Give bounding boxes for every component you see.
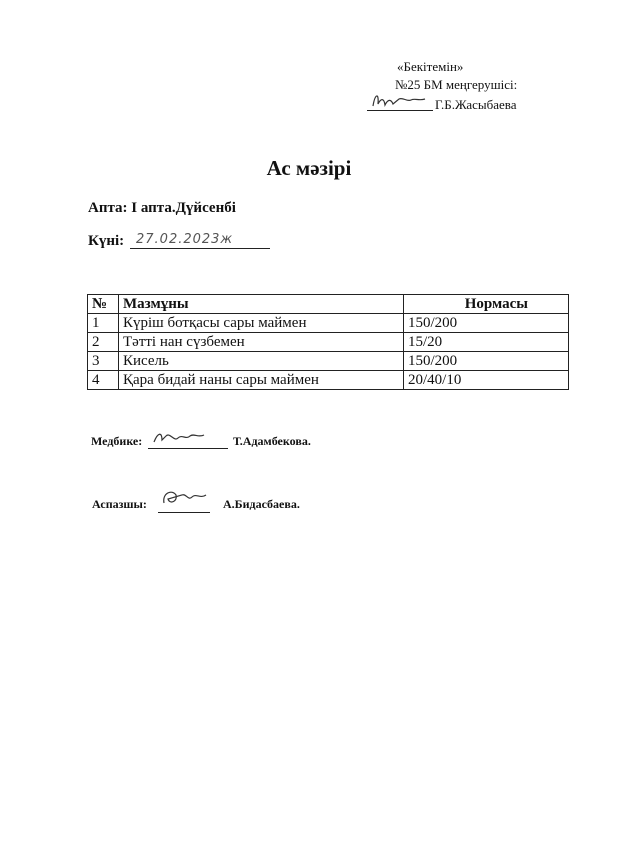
cook-signature (158, 485, 212, 511)
row-norm: 150/200 (404, 314, 569, 333)
date-label: Күні: (88, 233, 125, 249)
cook-name: А.Бидасбаева. (223, 497, 300, 511)
date-value: 27.02.2023ж (136, 232, 234, 247)
row-num: 3 (88, 352, 119, 371)
nurse-name: Т.Адамбекова. (233, 434, 311, 448)
row-name: Кисель (119, 352, 404, 371)
table-row (88, 371, 569, 390)
row-name: Қара бидай наны сары маймен (119, 371, 404, 390)
row-norm: 150/200 (404, 352, 569, 371)
table-row (88, 352, 569, 371)
page-title: Ас мәзірі (266, 156, 352, 180)
nurse-label: Медбике: (91, 434, 143, 448)
table-row (88, 314, 569, 333)
header-num: № (88, 295, 119, 314)
row-num: 2 (88, 333, 119, 352)
menu-table (87, 294, 569, 390)
row-num: 1 (88, 314, 119, 333)
table-row (88, 333, 569, 352)
approval-position: №25 БМ меңгерушісі: (395, 77, 518, 92)
header-content: Мазмұны (119, 295, 404, 314)
approval-name: Г.Б.Жасыбаева (435, 97, 517, 112)
row-num: 4 (88, 371, 119, 390)
nurse-signature (150, 428, 210, 450)
approval-label: «Бекітемін» (397, 59, 464, 74)
approval-signature (369, 90, 431, 112)
header-norm: Нормасы (404, 295, 569, 314)
date-underline (130, 248, 270, 249)
row-name: Күріш ботқасы сары маймен (119, 314, 404, 333)
row-norm: 20/40/10 (404, 371, 569, 390)
table-header-row (88, 295, 569, 314)
row-name: Тәтті нан сүзбемен (119, 333, 404, 352)
week-line: Апта: I апта.Дүйсенбі (88, 200, 236, 216)
cook-label: Аспазшы: (92, 497, 147, 511)
cook-signature-line (158, 512, 210, 513)
row-norm: 15/20 (404, 333, 569, 352)
